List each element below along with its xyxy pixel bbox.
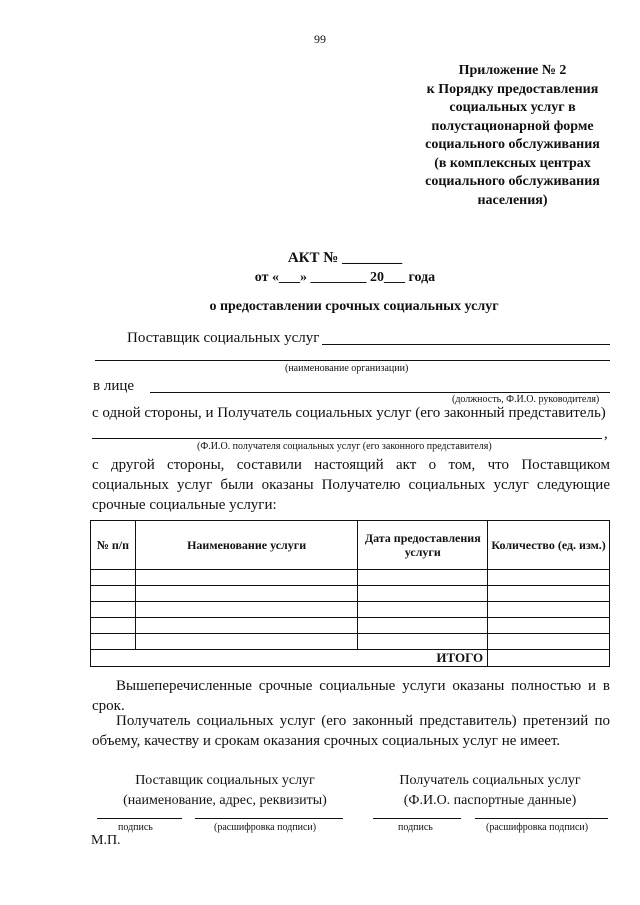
provider-label: Поставщик социальных услуг <box>127 330 320 346</box>
org-fill-line[interactable] <box>95 360 610 361</box>
table-cell[interactable] <box>135 586 357 602</box>
appendix-line: населения) <box>477 192 548 208</box>
table-cell[interactable] <box>358 570 488 586</box>
recipient-title: Получатель социальных услуг <box>399 773 581 788</box>
table-cell[interactable] <box>91 602 136 618</box>
recipient-decoding-caption: (расшифровка подписи) <box>486 822 589 833</box>
completion-text: Вышеперечисленные срочные социальные услуги оказаны полностью и в срок. <box>92 678 610 714</box>
recipient-caption: (Ф.И.О. получателя социальных услуг (его законного представителя) <box>197 441 492 452</box>
appendix-line: Приложение № 2 <box>458 63 567 78</box>
appendix-line: социального обслуживания <box>425 137 600 152</box>
recipient-fill-line[interactable] <box>92 438 602 439</box>
provider-decoding-caption: (расшифровка подписи) <box>214 822 317 833</box>
appendix-line: социального обслуживания <box>425 174 600 189</box>
table-cell[interactable] <box>135 570 357 586</box>
position-caption: (должность, Ф.И.О. руководителя) <box>452 394 600 405</box>
page-number: 99 <box>314 32 326 46</box>
table-cell[interactable] <box>135 602 357 618</box>
table-total-row <box>91 650 610 667</box>
header-service-name: Наименование услуги <box>135 521 357 570</box>
table-cell[interactable] <box>488 634 610 650</box>
recipient-signature-caption: подпись <box>398 822 433 833</box>
table-cell[interactable] <box>358 618 488 634</box>
provider-fill-line[interactable] <box>322 344 610 345</box>
act-title: АКТ № ________ <box>287 250 403 266</box>
appendix-line: (в комплексных центрах <box>434 155 591 171</box>
table-cell[interactable] <box>488 602 610 618</box>
table-cell[interactable] <box>135 634 357 650</box>
act-date: от «___» ________ 20___ года <box>254 270 436 285</box>
provider-signature-caption: подпись <box>118 822 153 833</box>
table-cell[interactable] <box>135 618 357 634</box>
table-row <box>91 602 610 618</box>
other-side-text: с другой стороны, составили настоящий акт о том, что Поставщиком социальных услуг были оказаны Получателю социальных услуг следующие срочные социальные услуги: <box>92 457 610 513</box>
table-cell[interactable] <box>91 618 136 634</box>
table-cell[interactable] <box>488 570 610 586</box>
provider-decoding-line[interactable] <box>195 818 343 819</box>
total-value-cell[interactable] <box>488 650 610 667</box>
table-row <box>91 618 610 634</box>
provider-subtitle: (наименование, адрес, реквизиты) <box>123 793 327 808</box>
table-row <box>91 586 610 602</box>
provider-title: Поставщик социальных услуг <box>135 773 315 788</box>
header-quantity: Количество (ед. изм.) <box>488 521 610 570</box>
provider-signature-line[interactable] <box>97 818 182 819</box>
appendix-line: социальных услуг в <box>449 100 576 115</box>
total-label: ИТОГО <box>91 650 488 667</box>
services-table <box>90 520 610 667</box>
org-caption: (наименование организации) <box>285 363 409 374</box>
recipient-decoding-line[interactable] <box>475 818 608 819</box>
person-fill-line[interactable] <box>150 392 610 393</box>
table-cell[interactable] <box>488 618 610 634</box>
appendix-line: к Порядку предоставления <box>426 81 599 97</box>
act-subject: о предоставлении срочных социальных услуг <box>209 299 499 314</box>
recipient-signature-line[interactable] <box>373 818 461 819</box>
provider-signature-block <box>95 771 355 811</box>
table-cell[interactable] <box>91 634 136 650</box>
no-claims-text: Получатель социальных услуг (его законный представитель) претензий по объему, качеству и срокам оказания срочных социальных услуг не имеет. <box>92 713 610 749</box>
header-date: Дата предоставления услуги <box>358 521 488 570</box>
comma: , <box>604 426 608 442</box>
recipient-signature-block <box>360 771 620 811</box>
table-row <box>91 634 610 650</box>
appendix-block <box>395 62 630 210</box>
table-cell[interactable] <box>358 602 488 618</box>
person-label: в лице <box>93 378 135 394</box>
appendix-line: полустационарной форме <box>431 118 594 134</box>
table-header-row <box>91 521 610 570</box>
recipient-subtitle: (Ф.И.О. паспортные данные) <box>403 793 577 808</box>
header-number: № п/п <box>91 521 136 570</box>
table-cell[interactable] <box>488 586 610 602</box>
table-cell[interactable] <box>91 570 136 586</box>
one-side-text: с одной стороны, и Получатель социальных услуг (его законный представитель) <box>92 405 606 421</box>
stamp-label: М.П. <box>91 833 121 848</box>
table-cell[interactable] <box>358 634 488 650</box>
table-cell[interactable] <box>358 586 488 602</box>
table-cell[interactable] <box>91 586 136 602</box>
table-row <box>91 570 610 586</box>
